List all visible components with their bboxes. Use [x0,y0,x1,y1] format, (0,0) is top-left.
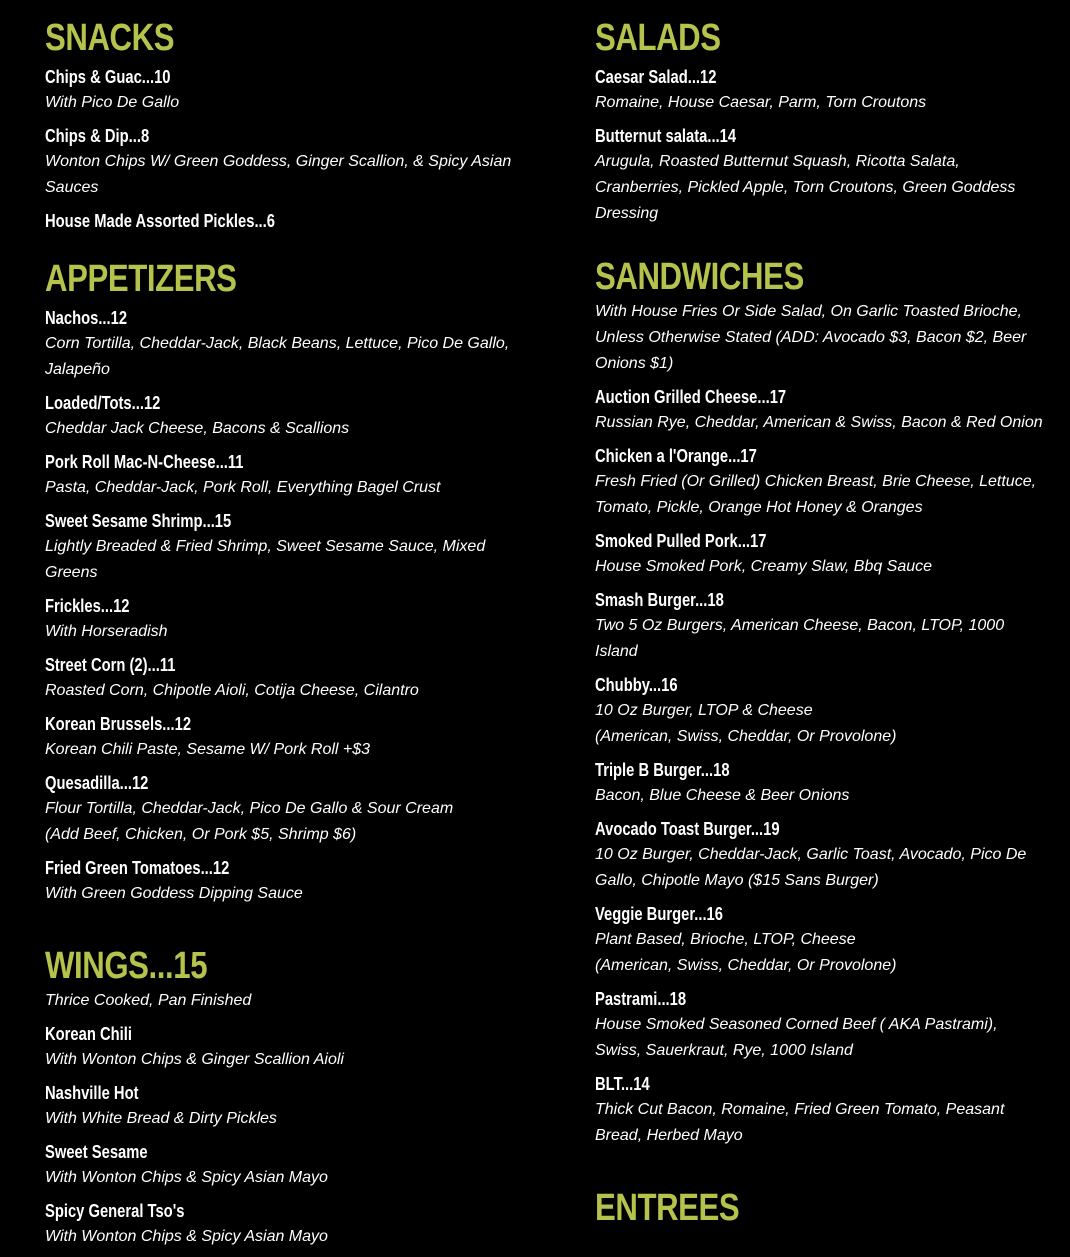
menu-item [45,1198,515,1250]
section-entrees [595,1156,1050,1230]
section-title-snacks: SNACKS [45,17,175,59]
item-name: Frickles...12 [45,596,130,616]
item-name: Auction Grilled Cheese...17 [595,387,787,407]
item-name: BLT...14 [595,1074,650,1094]
section-sandwiches [595,234,1050,1149]
menu-item [595,64,1050,116]
menu-item [595,901,1050,979]
item-description: House Smoked Seasoned Corned Beef ( AKA Pastrami), Swiss, Sauerkraut, Rye, 1000 Island [595,1016,998,1059]
section-salads [595,0,1050,227]
menu-item [45,449,515,501]
item-name: Caesar Salad...12 [595,67,717,87]
item-description: Lightly Breaded & Fried Shrimp, Sweet Sesame Sauce, Mixed Greens [45,538,486,581]
menu-item [595,1071,1050,1149]
item-description: Bacon, Blue Cheese & Beer Onions [595,787,850,804]
menu-item [45,770,515,848]
item-name: Triple B Burger...18 [595,760,730,780]
item-name: Veggie Burger...16 [595,904,723,924]
item-name: Avocado Toast Burger...19 [595,819,780,839]
item-description: With Wonton Chips & Spicy Asian Mayo [45,1228,328,1245]
item-name: Chubby...16 [595,675,678,695]
section-title-wings: WINGS...15 [45,945,208,987]
item-name: Smash Burger...18 [595,590,724,610]
item-name: Chicken a l'Orange...17 [595,446,757,466]
item-description: Thick Cut Bacon, Romaine, Fried Green Tomato, Peasant Bread, Herbed Mayo [595,1101,1005,1144]
item-description: With Horseradish [45,623,168,640]
section-note-wings: Thrice Cooked, Pan Finished [45,992,252,1009]
menu-item [595,986,1050,1064]
item-name: Sweet Sesame [45,1142,148,1162]
menu-item [45,123,515,201]
menu-item [45,390,515,442]
item-name: Sweet Sesame Shrimp...15 [45,511,232,531]
item-description: 10 Oz Burger, LTOP & Cheese [595,702,813,719]
item-name: Chips & Guac...10 [45,67,171,87]
item-description: Russian Rye, Cheddar, American & Swiss, Bacon & Red Onion [595,414,1043,431]
section-title-salads: SALADS [595,17,721,59]
section-snacks [45,0,515,234]
menu-item [45,208,515,234]
item-name: Fried Green Tomatoes...12 [45,858,230,878]
item-description: Roasted Corn, Chipotle Aioli, Cotija Cheese, Cilantro [45,682,419,699]
item-description: Two 5 Oz Burgers, American Cheese, Bacon, LTOP, 1000 Island [595,617,1005,660]
item-description: 10 Oz Burger, Cheddar-Jack, Garlic Toast, Avocado, Pico De Gallo, Chipotle Mayo ($15 Sans Burger) [595,846,1027,889]
menu-item [595,816,1050,894]
item-name: Nashville Hot [45,1083,139,1103]
section-title-sandwiches: SANDWICHES [595,256,804,298]
menu-item [45,593,515,645]
menu-item [595,757,1050,809]
item-description: Flour Tortilla, Cheddar-Jack, Pico De Gallo & Sour Cream [45,800,454,817]
menu-item [595,384,1050,436]
menu-column-left [45,0,515,1257]
item-name: Loaded/Tots...12 [45,393,161,413]
menu-item [45,1139,515,1191]
item-name: Pastrami...18 [595,989,687,1009]
menu-item [595,443,1050,521]
item-name: Pork Roll Mac-N-Cheese...11 [45,452,244,472]
section-title-entrees: ENTREES [595,1187,740,1229]
menu-item [45,508,515,586]
menu-item [595,528,1050,580]
item-description: Corn Tortilla, Cheddar-Jack, Black Beans, Lettuce, Pico De Gallo, Jalapeño [45,335,510,378]
menu-item [45,1080,515,1132]
menu-item [45,711,515,763]
item-description: With White Bread & Dirty Pickles [45,1110,277,1127]
menu-item [595,123,1050,227]
item-name: Street Corn (2)...11 [45,655,176,675]
item-description: Pasta, Cheddar-Jack, Pork Roll, Everything Bagel Crust [45,479,441,496]
item-name: Spicy General Tso's [45,1201,185,1221]
item-description: Plant Based, Brioche, LTOP, Cheese [595,931,856,948]
section-title-appetizers: APPETIZERS [45,258,237,300]
item-description: Wonton Chips W/ Green Goddess, Ginger Scallion, & Spicy Asian Sauces [45,153,512,196]
item-name: Nachos...12 [45,308,128,328]
menu-item [45,652,515,704]
menu-item [45,1021,515,1073]
item-description: Romaine, House Caesar, Parm, Torn Croutons [595,94,927,111]
item-description: With Green Goddess Dipping Sauce [45,885,303,902]
section-appetizers [45,241,515,907]
item-name: Quesadilla...12 [45,773,149,793]
item-description: With Wonton Chips & Ginger Scallion Aioli [45,1051,344,1068]
menu-column-right [595,0,1050,1230]
item-description: House Smoked Pork, Creamy Slaw, Bbq Sauce [595,558,933,575]
item-description: With Wonton Chips & Spicy Asian Mayo [45,1169,328,1186]
menu-item [45,64,515,116]
item-description-extra: (Add Beef, Chicken, Or Pork $5, Shrimp $6) [45,826,357,843]
item-description: With Pico De Gallo [45,94,180,111]
item-name: Chips & Dip...8 [45,126,150,146]
menu-item [45,855,515,907]
menu-item [45,305,515,383]
item-name: Smoked Pulled Pork...17 [595,531,767,551]
item-name: Korean Chili [45,1024,132,1044]
item-name: House Made Assorted Pickles...6 [45,211,275,231]
item-description-extra: (American, Swiss, Cheddar, Or Provolone) [595,728,897,745]
section-wings [45,914,515,1250]
item-description: Arugula, Roasted Butternut Squash, Ricotta Salata, Cranberries, Pickled Apple, Torn Croutons, Green Goddess Dressing [595,153,1016,222]
menu-item [595,672,1050,750]
item-description-extra: (American, Swiss, Cheddar, Or Provolone) [595,957,897,974]
menu-item [595,587,1050,665]
item-name: Butternut salata...14 [595,126,737,146]
item-description: Fresh Fried (Or Grilled) Chicken Breast, Brie Cheese, Lettuce, Tomato, Pickle, Orange Hot Honey & Oranges [595,473,1037,516]
section-note-sandwiches: With House Fries Or Side Salad, On Garlic Toasted Brioche, Unless Otherwise Stated (ADD: Avocado $3, Bacon $2, Beer Onions $1) [595,303,1027,372]
item-description: Korean Chili Paste, Sesame W/ Pork Roll +$3 [45,741,371,758]
item-name: Korean Brussels...12 [45,714,192,734]
item-description: Cheddar Jack Cheese, Bacons & Scallions [45,420,350,437]
